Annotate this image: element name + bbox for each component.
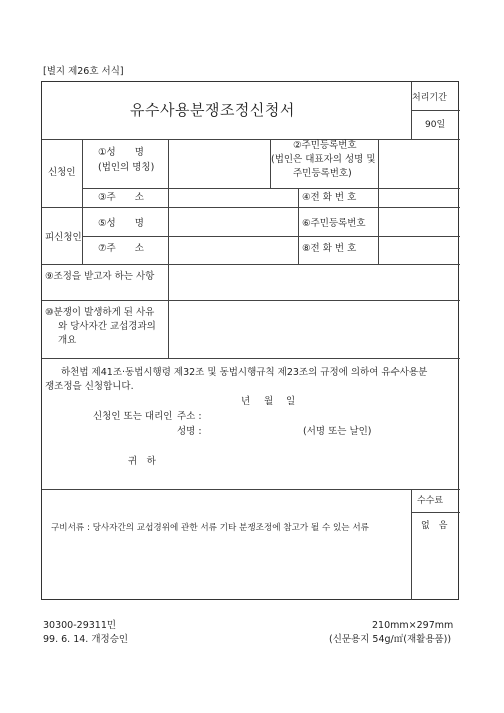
date-day: 일 — [286, 396, 296, 407]
footer-form-code: 30300-29311민 — [43, 620, 117, 631]
respondent-phone-label: ⑧전 화 번 호 — [302, 243, 357, 254]
applicant-reg-sub1: (법인은 대표자의 성명 및 — [271, 154, 376, 165]
applicant-section-label: 신청인 — [48, 167, 76, 178]
dispute-reason-label-3: 개요 — [58, 335, 77, 346]
footer-paper-size: 210mm×297mm — [372, 620, 454, 631]
footer-approval: 99. 6. 14. 개정승인 — [43, 634, 129, 645]
mediation-matter-label: ⑨조정을 받고자 하는 사항 — [45, 271, 155, 282]
dispute-reason-label-2: 와 당사자간 교섭경과의 — [58, 321, 156, 332]
applicant-reg-sub2: 주민등록번호) — [293, 168, 352, 179]
date-year: 년 — [241, 396, 251, 407]
respondent-name-label: ⑤성 명 — [98, 218, 144, 229]
respondent-reg-label: ⑥주민등록번호 — [302, 218, 366, 229]
statement-line-1: 하천법 제41조·동법시행령 제32조 및 동법시행규칙 제23조의 규정에 의하여 유수사용분 — [61, 367, 428, 378]
sign-or-seal-note: (서명 또는 날인) — [303, 426, 372, 437]
signer-name-label: 성명 : — [177, 426, 202, 437]
signer-label: 신청인 또는 대리인 — [93, 411, 173, 422]
applicant-reg-label: ②주민등록번호 — [293, 140, 357, 151]
fee-value: 없 음 — [421, 521, 448, 531]
footer-paper-type: (신문용지 54g/㎡(재활용품)) — [329, 634, 452, 645]
applicant-name-label: ①성 명 — [98, 147, 144, 158]
respondent-address-label: ⑦주 소 — [98, 243, 144, 254]
date-month: 월 — [264, 396, 274, 407]
signer-address-label: 주소 : — [177, 411, 202, 422]
applicant-name-sub: (법인의 명칭) — [98, 162, 155, 173]
applicant-address-label: ③주 소 — [98, 192, 144, 203]
required-documents: 구비서류 : 당사자간의 교섭경위에 관한 서류 기타 분쟁조정에 참고가 될 수 있는 서류 — [51, 523, 369, 533]
processing-period-label: 처리기간 — [412, 93, 447, 103]
respondent-section-label: 피신청인 — [45, 232, 82, 243]
statement-line-2: 쟁조정을 신청합니다. — [45, 381, 134, 392]
fee-label: 수수료 — [417, 496, 444, 506]
form-number: [별지 제26호 서식] — [43, 66, 124, 77]
recipient: 귀 하 — [128, 456, 156, 467]
processing-period-value: 90일 — [425, 120, 446, 130]
applicant-phone-label: ④전 화 번 호 — [302, 192, 357, 203]
form-title: 유수사용분쟁조정신청서 — [130, 101, 295, 119]
dispute-reason-label-1: ⑩분쟁이 발생하게 된 사유 — [45, 307, 155, 318]
